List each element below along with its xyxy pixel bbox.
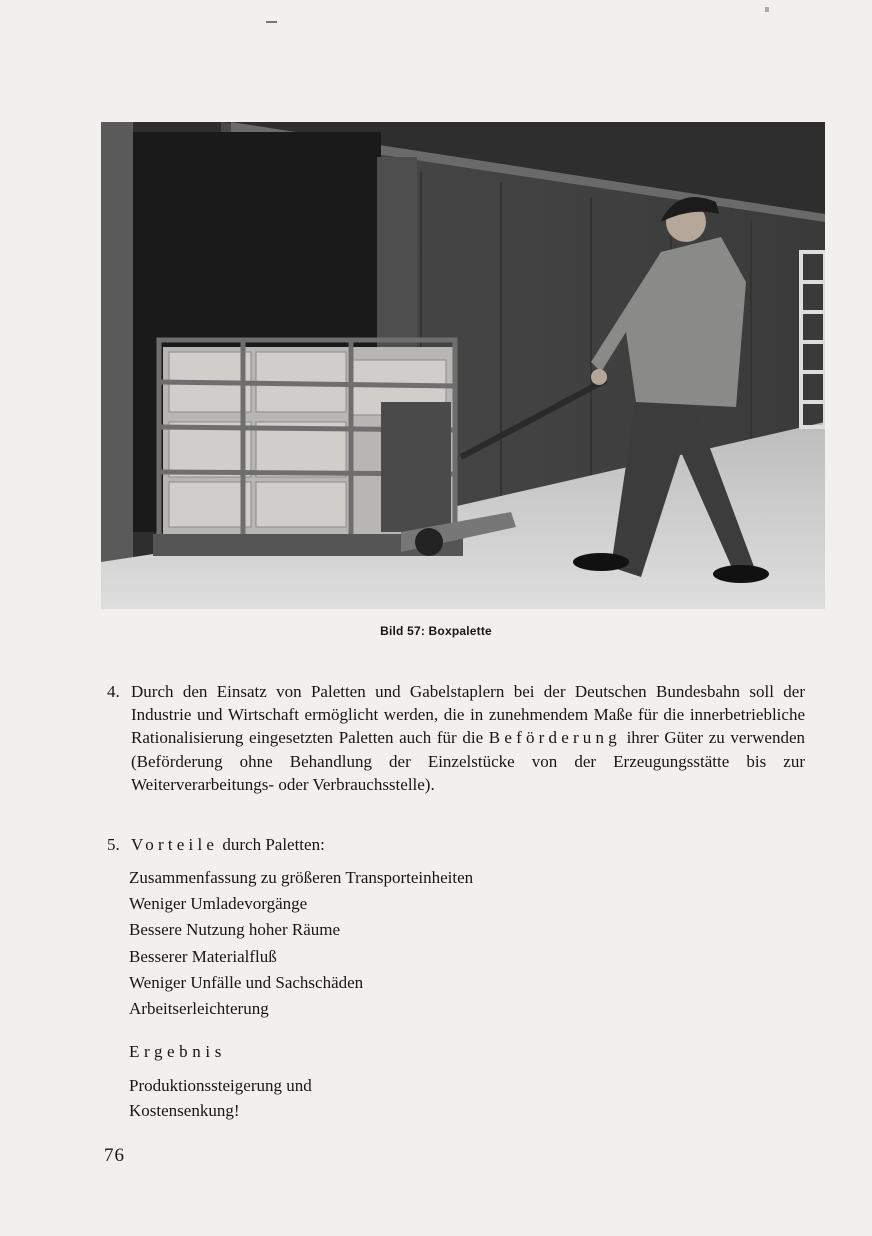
emphasis-vorteile: Vorteile [131, 835, 219, 854]
item-5-heading: Vorteile durch Paletten: [131, 835, 325, 854]
item-number: 4. [107, 682, 120, 701]
page-number: 76 [104, 1145, 125, 1166]
result-heading: Ergebnis [129, 1042, 226, 1061]
list-item: Arbeitserleichterung [129, 999, 269, 1019]
result-text [129, 1073, 629, 1123]
list-item: Weniger Unfälle und Sachschäden [129, 972, 364, 992]
print-mark [765, 7, 769, 12]
result-line: Produktionssteigerung und [129, 1076, 312, 1095]
list-item: Bessere Nutzung hoher Räume [129, 920, 341, 940]
item-number: 5. [107, 835, 120, 854]
paragraph-item-4 [107, 680, 805, 796]
list-item: Weniger Umladevorgänge [129, 894, 308, 914]
advantages-list [129, 865, 629, 1022]
figure-caption: Bild 57: Boxpalette [380, 624, 492, 638]
list-item: Zusammenfassung zu größeren Transporteinheiten [129, 868, 474, 887]
item-4-text: Durch den Einsatz von Paletten und Gabelstaplern bei der Deutschen Bundesbahn soll der Industrie und Wirtschaft ermöglicht werden, die in zunehmendem Maße für die innerbetriebliche Rationalisierung eingesetzten Paletten auch für die Beförderung ihrer Güter zu verwenden (Beförderung ohne Behandlung der Einzelstücke von der Erzeugungsstätte bis zur Weiterverarbeitungs- oder Verbrauchsstelle). [131, 682, 805, 794]
paragraph-item-5 [107, 833, 805, 856]
emphasis-befoerderung: Beförderung [488, 728, 621, 748]
list-item: Besserer Materialfluß [129, 946, 277, 966]
boxpalette-photo [101, 122, 825, 609]
print-mark [266, 21, 277, 23]
result-line: Kostensenkung! [129, 1101, 240, 1120]
